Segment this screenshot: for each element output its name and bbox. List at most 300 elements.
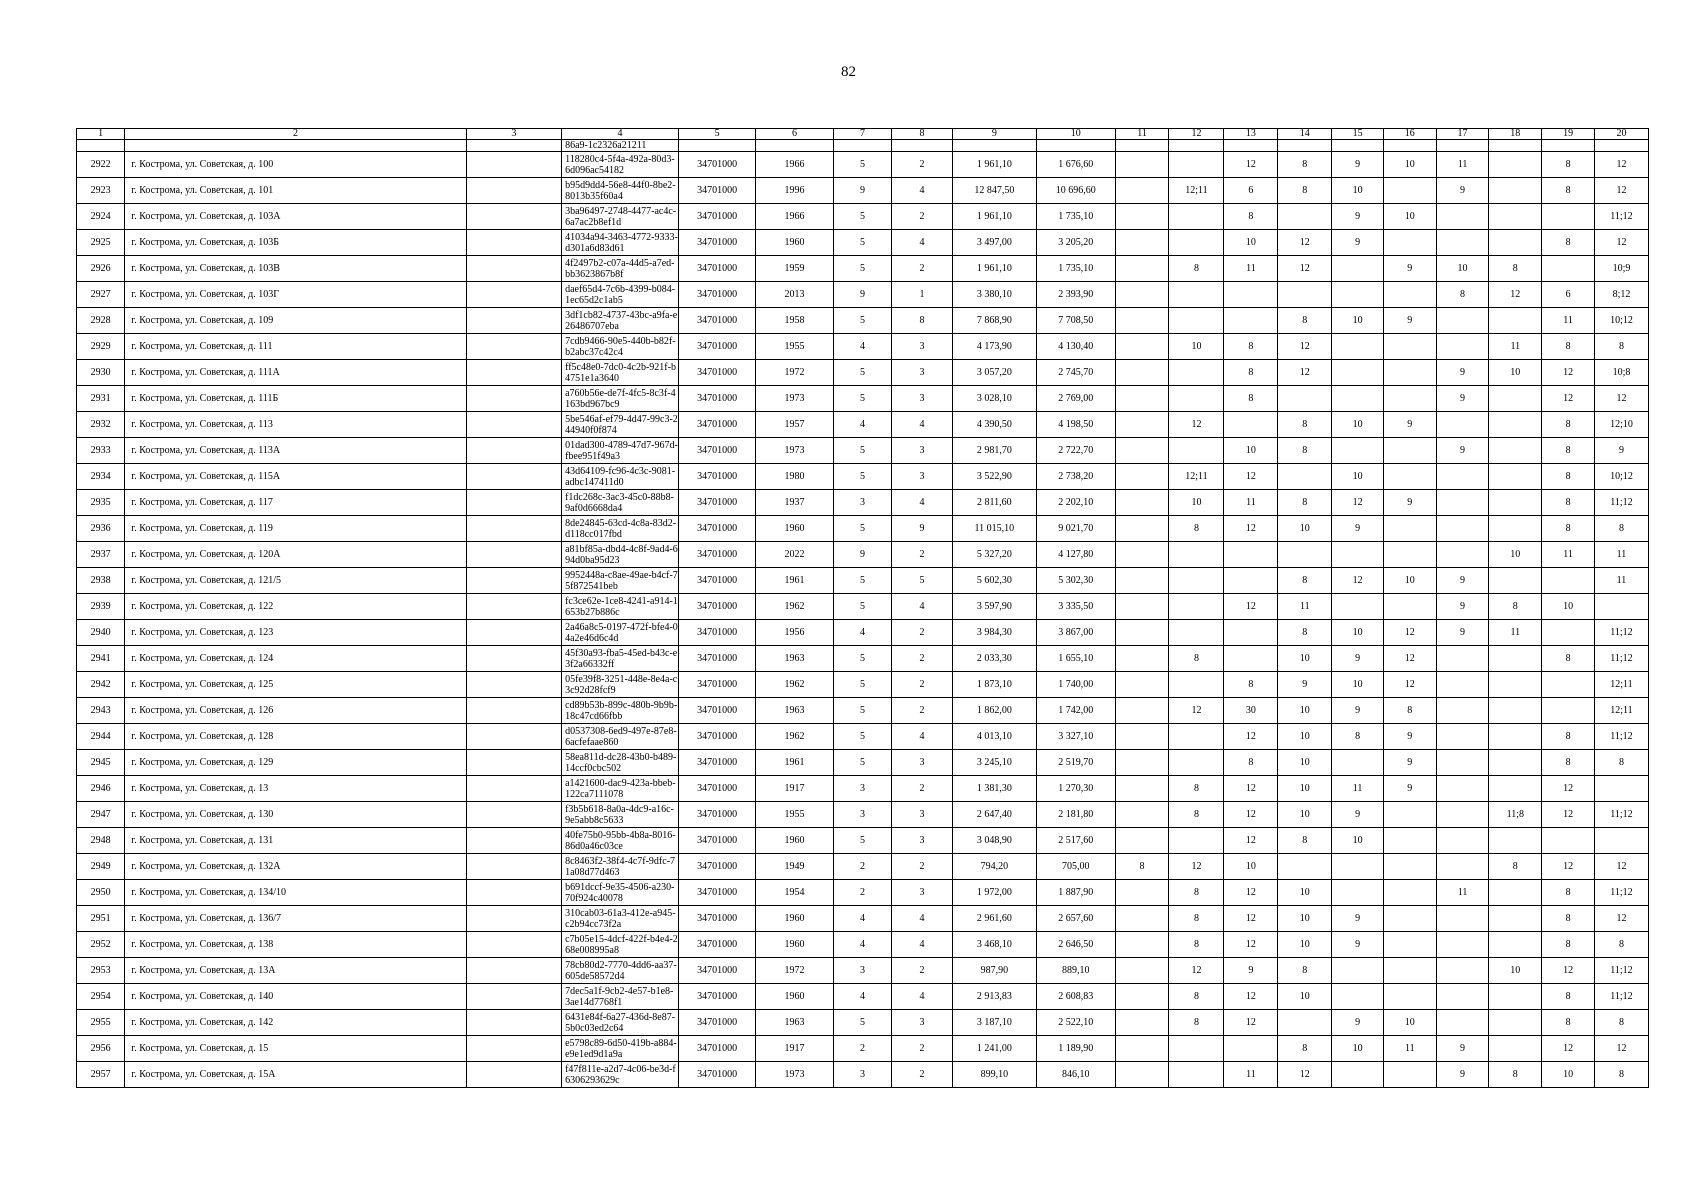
table-cell: 3 057,20 — [952, 360, 1036, 386]
table-cell: 12;11 — [1594, 672, 1648, 698]
table-cell: 1956 — [756, 620, 833, 646]
table-cell: 10;12 — [1594, 308, 1648, 334]
uuid-cell: e5798c89-6d50-419b-a884-e9e1ed9d1a9a — [562, 1036, 679, 1062]
table-cell: 34701000 — [678, 802, 755, 828]
uuid-cell: 7cdb9466-90e5-440b-b82f-b2abc37c42c4 — [562, 334, 679, 360]
table-cell: 5 — [833, 464, 891, 490]
table-cell — [1489, 438, 1542, 464]
table-cell: 9 — [1436, 1062, 1489, 1088]
column-header-12: 12 — [1169, 129, 1224, 140]
table-cell: 1954 — [756, 880, 833, 906]
uuid-cell: f3b5b618-8a0a-4dc9-a16c-9e5abb8c5633 — [562, 802, 679, 828]
table-cell — [466, 984, 561, 1010]
table-cell: 12 — [1332, 568, 1384, 594]
table-cell: 10 — [1278, 906, 1332, 932]
table-cell — [1115, 490, 1169, 516]
table-cell: 9 — [1436, 568, 1489, 594]
table-cell: 3 335,50 — [1036, 594, 1115, 620]
table-cell — [1436, 204, 1489, 230]
table-cell — [1436, 334, 1489, 360]
address-cell: г. Кострома, ул. Советская, д. 125 — [125, 672, 466, 698]
table-cell: 8 — [1278, 568, 1332, 594]
table-cell: 5 — [833, 594, 891, 620]
table-cell — [1594, 776, 1648, 802]
table-cell: 12 — [1224, 516, 1278, 542]
table-cell: 4 390,50 — [952, 412, 1036, 438]
row-number-cell: 2927 — [77, 282, 125, 308]
table-cell: 8 — [1169, 906, 1224, 932]
row-number-cell: 2932 — [77, 412, 125, 438]
table-cell: 8 — [1436, 282, 1489, 308]
table-cell: 3 — [892, 750, 953, 776]
table-cell: 2 — [892, 646, 953, 672]
table-row — [77, 204, 1649, 230]
table-cell: 34701000 — [678, 152, 755, 178]
table-cell: 2 647,40 — [952, 802, 1036, 828]
table-cell: 8 — [1224, 334, 1278, 360]
table-cell: 2 — [892, 620, 953, 646]
table-cell: 5 — [833, 724, 891, 750]
table-row — [77, 1036, 1649, 1062]
table-cell — [1542, 256, 1595, 282]
table-cell: 9 — [1332, 646, 1384, 672]
uuid-cell: 41034a94-3463-4772-9333-d301a6d83d61 — [562, 230, 679, 256]
table-cell: 12 — [1224, 724, 1278, 750]
table-cell: 1 873,10 — [952, 672, 1036, 698]
table-cell: 12 — [1278, 230, 1332, 256]
table-cell: 3 028,10 — [952, 386, 1036, 412]
table-cell — [1224, 542, 1278, 568]
table-cell: 34701000 — [678, 204, 755, 230]
table-cell: 12 — [1594, 854, 1648, 880]
table-cell: 4 — [892, 594, 953, 620]
table-cell — [1115, 438, 1169, 464]
table-cell — [1332, 256, 1384, 282]
table-cell: 34701000 — [678, 620, 755, 646]
table-cell: 1960 — [756, 230, 833, 256]
table-cell — [1594, 828, 1648, 854]
table-cell: 12 — [1594, 152, 1648, 178]
table-cell — [1489, 698, 1542, 724]
table-cell: 3 — [892, 360, 953, 386]
column-header-4: 4 — [562, 129, 679, 140]
table-cell: 9 — [1332, 152, 1384, 178]
table-cell: 2 — [892, 958, 953, 984]
table-cell: 1996 — [756, 178, 833, 204]
address-cell: г. Кострома, ул. Советская, д. 119 — [125, 516, 466, 542]
row-number-cell: 2945 — [77, 750, 125, 776]
address-cell: г. Кострома, ул. Советская, д. 13А — [125, 958, 466, 984]
table-cell — [466, 802, 561, 828]
table-cell: 10 — [1278, 646, 1332, 672]
table-cell: 12 — [1542, 1036, 1595, 1062]
table-row — [77, 880, 1649, 906]
table-cell: 34701000 — [678, 438, 755, 464]
table-cell: 10 — [1332, 464, 1384, 490]
continuation-cell-9 — [952, 140, 1036, 152]
table-cell: 10 — [1332, 1036, 1384, 1062]
table-cell: 1949 — [756, 854, 833, 880]
table-cell — [1489, 568, 1542, 594]
table-cell — [1115, 152, 1169, 178]
table-cell: 34701000 — [678, 516, 755, 542]
table-cell: 5 — [833, 568, 891, 594]
address-cell: г. Кострома, ул. Советская, д. 138 — [125, 932, 466, 958]
continuation-row — [77, 140, 1649, 152]
table-cell: 5 — [833, 230, 891, 256]
table-cell — [466, 698, 561, 724]
table-cell: 6 — [1542, 282, 1595, 308]
table-cell: 4 — [833, 906, 891, 932]
table-cell — [1169, 308, 1224, 334]
table-cell — [1436, 698, 1489, 724]
table-row — [77, 386, 1649, 412]
table-cell — [1115, 932, 1169, 958]
table-cell — [1224, 620, 1278, 646]
row-number-cell: 2943 — [77, 698, 125, 724]
table-cell — [1332, 984, 1384, 1010]
column-header-6: 6 — [756, 129, 833, 140]
table-cell: 10 — [1542, 1062, 1595, 1088]
table-cell: 5 — [833, 828, 891, 854]
uuid-cell: ff5c48e0-7dc0-4c2b-921f-b4751e1a3640 — [562, 360, 679, 386]
table-cell: 9 — [1436, 438, 1489, 464]
address-cell: г. Кострома, ул. Советская, д. 111Б — [125, 386, 466, 412]
table-cell: 889,10 — [1036, 958, 1115, 984]
table-cell: 34701000 — [678, 724, 755, 750]
table-row — [77, 854, 1649, 880]
table-cell: 12 — [1542, 958, 1595, 984]
table-cell — [1542, 568, 1595, 594]
table-cell: 8 — [1489, 256, 1542, 282]
table-cell — [1224, 646, 1278, 672]
table-cell — [1115, 646, 1169, 672]
table-cell: 8 — [1542, 490, 1595, 516]
table-cell: 11 015,10 — [952, 516, 1036, 542]
table-cell: 8 — [892, 308, 953, 334]
table-row — [77, 1010, 1649, 1036]
table-cell — [1383, 594, 1436, 620]
table-cell: 2 — [833, 854, 891, 880]
table-cell: 12 — [1542, 854, 1595, 880]
table-cell: 1 862,00 — [952, 698, 1036, 724]
table-cell: 2 — [833, 1036, 891, 1062]
table-cell: 10;9 — [1594, 256, 1648, 282]
table-cell: 12 — [1594, 178, 1648, 204]
table-cell: 8 — [1542, 230, 1595, 256]
table-cell: 34701000 — [678, 386, 755, 412]
table-cell: 8 — [1169, 880, 1224, 906]
table-cell — [466, 854, 561, 880]
table-cell — [1115, 672, 1169, 698]
table-cell: 7 708,50 — [1036, 308, 1115, 334]
table-cell: 11 — [1224, 256, 1278, 282]
table-cell: 9 — [1436, 386, 1489, 412]
table-cell — [1489, 750, 1542, 776]
table-cell — [1489, 672, 1542, 698]
table-cell — [1115, 620, 1169, 646]
table-cell: 3 — [833, 776, 891, 802]
address-cell: г. Кострома, ул. Советская, д. 128 — [125, 724, 466, 750]
table-cell: 34701000 — [678, 880, 755, 906]
table-cell: 5 — [833, 308, 891, 334]
table-cell — [1115, 984, 1169, 1010]
table-cell: 9 021,70 — [1036, 516, 1115, 542]
table-row — [77, 568, 1649, 594]
table-cell: 3 048,90 — [952, 828, 1036, 854]
table-cell: 4 — [833, 984, 891, 1010]
table-cell — [1489, 880, 1542, 906]
table-cell: 8 — [1224, 750, 1278, 776]
table-cell: 12 — [1542, 360, 1595, 386]
table-cell: 9 — [1594, 438, 1648, 464]
table-cell: 10 — [1278, 750, 1332, 776]
table-cell: 12 — [1332, 490, 1384, 516]
table-row — [77, 152, 1649, 178]
uuid-cell: 3ba96497-2748-4477-ac4c-6a7ac2b8ef1d — [562, 204, 679, 230]
table-cell: 12 — [1542, 802, 1595, 828]
table-cell: 34701000 — [678, 568, 755, 594]
row-number-cell: 2953 — [77, 958, 125, 984]
table-cell: 10 — [1278, 698, 1332, 724]
row-number-cell: 2955 — [77, 1010, 125, 1036]
table-cell — [1542, 828, 1595, 854]
table-cell — [1115, 802, 1169, 828]
table-cell: 12 — [1278, 360, 1332, 386]
table-row — [77, 828, 1649, 854]
table-cell: 10 — [1224, 438, 1278, 464]
continuation-uuid-cell: 86a9-1c2326a21211 — [562, 140, 679, 152]
table-cell: 12;11 — [1169, 178, 1224, 204]
table-cell — [1383, 386, 1436, 412]
address-cell: г. Кострома, ул. Советская, д. 126 — [125, 698, 466, 724]
table-cell — [1278, 282, 1332, 308]
table-cell: 10 — [1224, 230, 1278, 256]
table-cell: 1958 — [756, 308, 833, 334]
table-cell: 9 — [1224, 958, 1278, 984]
table-cell: 4 — [833, 932, 891, 958]
table-row — [77, 256, 1649, 282]
table-cell: 9 — [1332, 906, 1384, 932]
table-cell — [1115, 464, 1169, 490]
row-number-cell: 2930 — [77, 360, 125, 386]
address-cell: г. Кострома, ул. Советская, д. 113 — [125, 412, 466, 438]
table-cell: 11;8 — [1489, 802, 1542, 828]
table-cell — [1383, 984, 1436, 1010]
table-cell: 8 — [1278, 438, 1332, 464]
table-cell — [1383, 334, 1436, 360]
table-cell: 12 — [1224, 776, 1278, 802]
table-cell: 5 — [833, 204, 891, 230]
uuid-cell: c7b05e15-4dcf-422f-b4e4-268e008995a8 — [562, 932, 679, 958]
table-cell: 10 — [1169, 490, 1224, 516]
table-cell: 8 — [1594, 1010, 1648, 1036]
address-cell: г. Кострома, ул. Советская, д. 124 — [125, 646, 466, 672]
table-cell: 8 — [1224, 386, 1278, 412]
table-cell: 2 — [892, 1036, 953, 1062]
table-cell: 8 — [1383, 698, 1436, 724]
table-cell: 10 — [1278, 802, 1332, 828]
table-cell: 34701000 — [678, 1062, 755, 1088]
table-cell: 8 — [1278, 152, 1332, 178]
table-cell: 3 — [833, 958, 891, 984]
continuation-cell-19 — [1542, 140, 1595, 152]
table-cell: 1 887,90 — [1036, 880, 1115, 906]
table-cell: 3 — [833, 1062, 891, 1088]
table-cell: 1 270,30 — [1036, 776, 1115, 802]
uuid-cell: 01dad300-4789-47d7-967d-fbee951f49a3 — [562, 438, 679, 464]
table-cell: 4 — [892, 932, 953, 958]
table-cell: 4 — [892, 230, 953, 256]
table-cell: 12 — [1594, 1036, 1648, 1062]
table-cell — [1115, 230, 1169, 256]
table-cell: 2 181,80 — [1036, 802, 1115, 828]
table-cell: 1 189,90 — [1036, 1036, 1115, 1062]
address-cell: г. Кострома, ул. Советская, д. 136/7 — [125, 906, 466, 932]
table-cell — [1224, 282, 1278, 308]
row-number-cell: 2928 — [77, 308, 125, 334]
table-cell: 12 — [1224, 984, 1278, 1010]
table-cell: 8 — [1542, 1010, 1595, 1036]
table-cell — [1278, 542, 1332, 568]
table-cell: 11;12 — [1594, 490, 1648, 516]
table-cell — [1169, 152, 1224, 178]
table-cell — [466, 490, 561, 516]
table-cell: 5 302,30 — [1036, 568, 1115, 594]
table-cell: 11;12 — [1594, 724, 1648, 750]
table-cell: 705,00 — [1036, 854, 1115, 880]
table-cell — [1332, 542, 1384, 568]
column-header-13: 13 — [1224, 129, 1278, 140]
continuation-cell-7 — [833, 140, 891, 152]
table-cell — [1115, 308, 1169, 334]
table-cell: 5 — [833, 386, 891, 412]
table-cell — [1169, 1062, 1224, 1088]
table-row — [77, 620, 1649, 646]
table-cell — [1224, 308, 1278, 334]
table-cell — [1489, 776, 1542, 802]
table-cell: 8 — [1594, 750, 1648, 776]
address-cell: г. Кострома, ул. Советская, д. 103Б — [125, 230, 466, 256]
table-cell: 3 380,10 — [952, 282, 1036, 308]
table-cell — [1542, 672, 1595, 698]
table-cell: 1973 — [756, 438, 833, 464]
table-cell — [466, 360, 561, 386]
table-cell: 9 — [1436, 594, 1489, 620]
table-cell: 9 — [1436, 178, 1489, 204]
table-cell — [466, 386, 561, 412]
row-number-cell: 2954 — [77, 984, 125, 1010]
table-cell — [466, 1010, 561, 1036]
table-cell: 2 657,60 — [1036, 906, 1115, 932]
address-cell: г. Кострома, ул. Советская, д. 111 — [125, 334, 466, 360]
table-cell: 11 — [1542, 308, 1595, 334]
table-cell — [1332, 750, 1384, 776]
table-row — [77, 308, 1649, 334]
table-cell — [1169, 542, 1224, 568]
table-row — [77, 906, 1649, 932]
table-cell: 9 — [1383, 724, 1436, 750]
table-cell — [466, 646, 561, 672]
table-cell: 1960 — [756, 516, 833, 542]
table-cell — [1115, 958, 1169, 984]
table-cell: 10 — [1332, 178, 1384, 204]
table-cell: 12 — [1169, 854, 1224, 880]
address-cell: г. Кострома, ул. Советская, д. 129 — [125, 750, 466, 776]
uuid-cell: a1421600-dac9-423a-bbeb-122ca7111078 — [562, 776, 679, 802]
table-cell: 5 — [833, 516, 891, 542]
table-cell — [1436, 750, 1489, 776]
table-cell: 3 — [892, 828, 953, 854]
table-cell — [1278, 464, 1332, 490]
column-header-14: 14 — [1278, 129, 1332, 140]
table-cell: 2 — [892, 776, 953, 802]
table-cell: 1 735,10 — [1036, 204, 1115, 230]
table-cell: 4 127,80 — [1036, 542, 1115, 568]
table-cell: 8 — [1278, 178, 1332, 204]
table-cell: 11;12 — [1594, 646, 1648, 672]
table-cell — [1169, 750, 1224, 776]
table-cell: 1962 — [756, 724, 833, 750]
table-cell — [1332, 386, 1384, 412]
table-cell: 9 — [1278, 672, 1332, 698]
table-cell — [1169, 620, 1224, 646]
table-cell: 8 — [1489, 1062, 1542, 1088]
table-cell — [1436, 308, 1489, 334]
continuation-cell-16 — [1383, 140, 1436, 152]
table-cell: 8 — [1278, 958, 1332, 984]
address-cell: г. Кострома, ул. Советская, д. 101 — [125, 178, 466, 204]
table-cell: 12;11 — [1169, 464, 1224, 490]
table-cell: 8 — [1542, 984, 1595, 1010]
table-cell: 12 — [1224, 1010, 1278, 1036]
table-cell: 10 — [1383, 152, 1436, 178]
table-cell — [466, 958, 561, 984]
table-cell: 5 — [833, 256, 891, 282]
table-cell — [1278, 386, 1332, 412]
table-cell: 3 — [892, 438, 953, 464]
table-cell: 12 — [1169, 698, 1224, 724]
continuation-cell-5 — [678, 140, 755, 152]
table-cell — [1436, 672, 1489, 698]
uuid-cell: b691dccf-9e35-4506-a230-70f924c40078 — [562, 880, 679, 906]
table-cell: 8 — [1224, 672, 1278, 698]
table-cell: 1973 — [756, 386, 833, 412]
table-cell: 9 — [1383, 490, 1436, 516]
table-row — [77, 282, 1649, 308]
table-cell — [466, 230, 561, 256]
table-cell — [1332, 958, 1384, 984]
table-cell: 2 — [892, 542, 953, 568]
table-cell: 11 — [1224, 1062, 1278, 1088]
table-cell — [466, 776, 561, 802]
table-row — [77, 542, 1649, 568]
uuid-cell: fc3ce62e-1ce8-4241-a914-1653b27b886c — [562, 594, 679, 620]
table-cell: 11 — [1542, 542, 1595, 568]
table-cell — [1115, 256, 1169, 282]
row-number-cell: 2948 — [77, 828, 125, 854]
uuid-cell: a81bf85a-dbd4-4c8f-9ad4-694d0ba95d23 — [562, 542, 679, 568]
table-cell: 12 — [1594, 386, 1648, 412]
table-cell: 1937 — [756, 490, 833, 516]
table-cell — [1332, 880, 1384, 906]
table-cell: 12 — [1224, 802, 1278, 828]
address-cell: г. Кострома, ул. Советская, д. 15 — [125, 1036, 466, 1062]
table-cell — [466, 724, 561, 750]
table-cell: 9 — [1332, 204, 1384, 230]
table-cell — [1489, 386, 1542, 412]
page-number: 82 — [841, 64, 856, 80]
